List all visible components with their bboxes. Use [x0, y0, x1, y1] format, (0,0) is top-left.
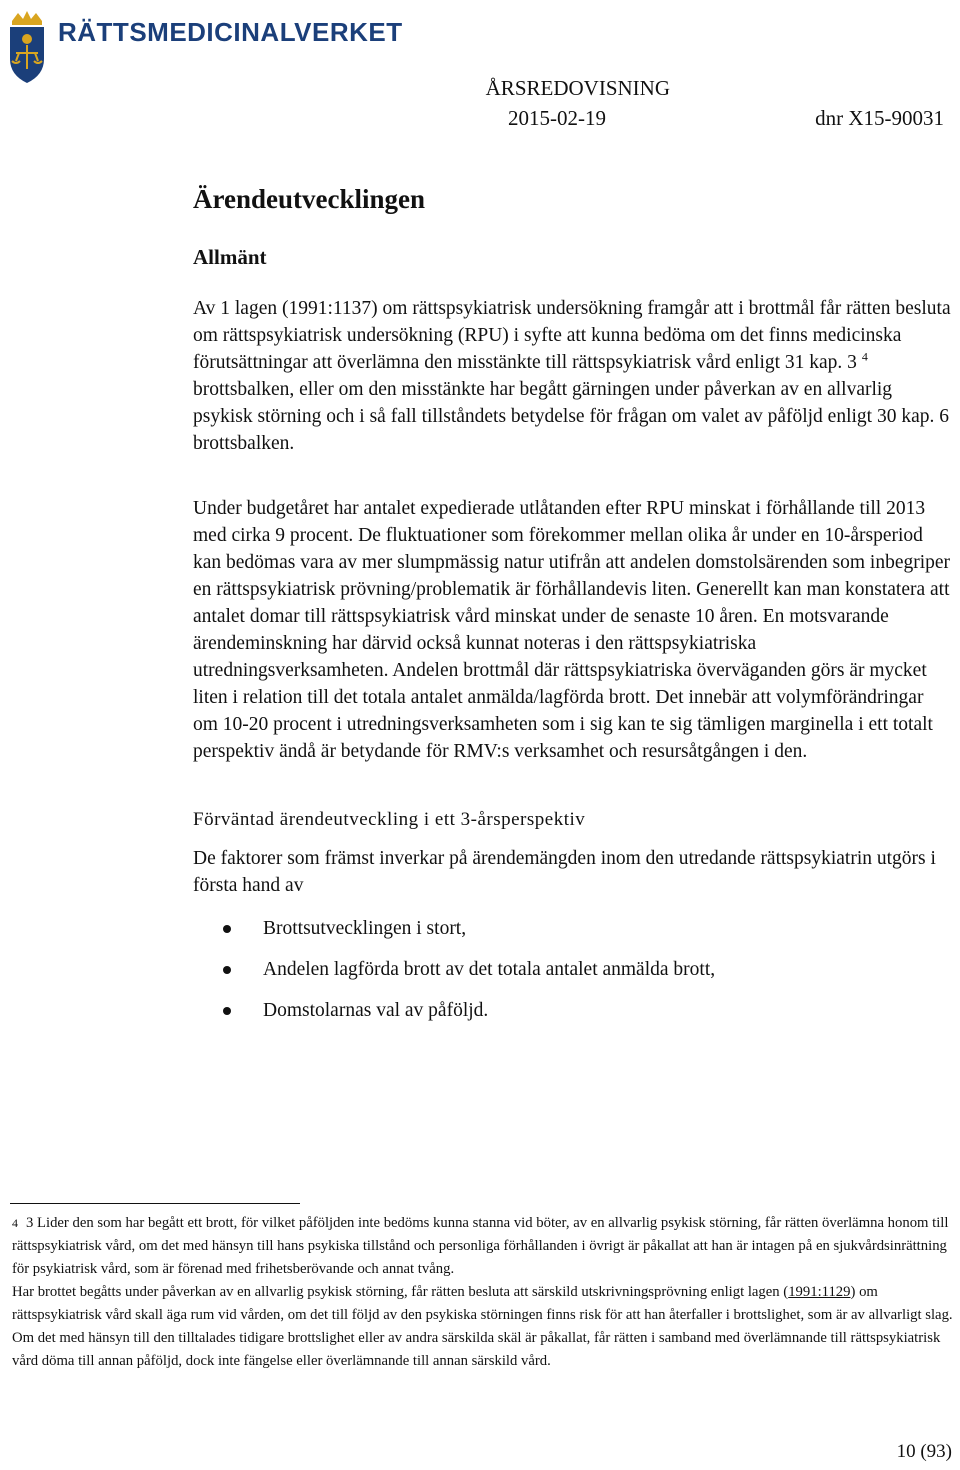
- footnote-number: 4: [12, 1216, 18, 1230]
- footnote-section: [12, 1212, 956, 1373]
- section-heading: Förväntad ärendeutveckling i ett 3-årsperspektiv: [193, 809, 586, 830]
- footnote-text: 3 Lider den som har begått ett brott, för vilket påföljden inte bedöms kunna stanna vid böter, av en allvarlig psykisk störning, får rätten överlämna honom till rättspsykiatrisk vård, om det med hänsyn till hans psykiska tillstånd och personliga förhållanden i övrigt är påkallat att han är intagen på en sjukvårdsinrättning för psykiatrisk vård, som är förenad med frihetsberövande och annat tvång.: [12, 1215, 949, 1277]
- paragraph-budget: Under budgetåret har antalet expedierade utlåtanden efter RPU minskat i förhållande till 2013 med cirka 9 procent. De fluktuationer som förekommer mellan olika år under en 10-årsperiod kan bedömas vara av mer slumpmässig natur utifrån att andelen domstolsärenden som inbegriper en rättspsykiatrisk prövning/problematik är förhållandevis liten. Generellt kan man konstatera att antalet domar till rättspsykiatrisk vård minskat under de senaste 10 åren. En motsvarande ärendeminskning har därvid också kunnat noteras i den rättspsykiatriska utredningsverksamheten. Andelen brottmål där rättspsykiatriska överväganden görs är mycket liten i relation till det totala antalet anmälda/lagförda brott. Det innebär att volymförändringar om 10-20 procent i utredningsverksamheten som i sig kan te sig tämligen marginella i ett totalt perspektiv ändå är betydande för RMV:s verksamhet och resursåtgången i den.: [193, 498, 951, 762]
- list-item: [193, 956, 953, 983]
- list-item: [193, 997, 953, 1024]
- document-date: 2015-02-19: [508, 106, 606, 130]
- footnote-text: ) om rättspsykiatrisk vård skall äga rum vid vården, om det till följd av den psykiska störningen finns risk för att han återfaller i brottslighet, som är av allvarligt slag.: [12, 1284, 953, 1323]
- list-item-text: Andelen lagförda brott av det totala antalet anmälda brott,: [263, 959, 716, 980]
- paragraph-factors: De faktorer som främst inverkar på ärendemängden inom den utredande rättspsykiatrin utgörs i första hand av: [193, 848, 936, 896]
- footnote-divider: [10, 1203, 300, 1204]
- footnote-text: Om det med hänsyn till den tilltalades tidigare brottslighet eller av andra särskilda skäl är påkallat, får rätten i samband med överlämnande till rättspsykiatrisk vård döma till annan påföljd, dock inte fängelse eller överlämnande till annan särskild vård.: [12, 1330, 941, 1369]
- law-reference-link[interactable]: 1991:1129: [788, 1284, 851, 1300]
- footnote-paragraph: [12, 1281, 956, 1327]
- list-item: [193, 915, 953, 942]
- paragraph-intro-text-a: Av 1 lagen (1991:1137) om rättspsykiatrisk undersökning framgår att i brottmål får rätten besluta om rättspsykiatrisk undersökning (RPU) i syfte att kunna bedöma om det finns medicinska förutsättningar att överlämna den misstänkte till rättspsykiatrisk vård enligt 31 kap. 3: [193, 298, 951, 373]
- list-item-text: Brottsutvecklingen i stort,: [263, 918, 467, 939]
- organization-logo: [4, 6, 403, 86]
- bullet-icon: [223, 966, 231, 974]
- bullet-icon: [223, 925, 231, 933]
- paragraph-intro-text-b: brottsbalken, eller om den misstänkte har begått gärningen under påverkan av en allvarlig psykisk störning och i så fall tillståndets betydelse för frågan om valet av påföljd enligt 30 kap. 6 brottsbalken.: [193, 379, 949, 454]
- page-title: Ärendeutvecklingen: [193, 184, 426, 214]
- footnote-reference[interactable]: 4: [861, 349, 868, 364]
- crest-icon: [4, 7, 50, 85]
- document-dnr: dnr X15-90031: [815, 106, 944, 130]
- document-header: [424, 76, 944, 131]
- logo-text: RÄTTSMEDICINALVERKET: [58, 16, 403, 47]
- paragraph-intro: [193, 295, 953, 457]
- page-number: 10 (93): [896, 1441, 952, 1462]
- footnote-paragraph: [12, 1212, 956, 1281]
- document-type: ÅRSREDOVISNING: [485, 76, 670, 100]
- footnote-text: Har brottet begåtts under påverkan av en allvarlig psykisk störning, får rätten besluta att särskild utskrivningsprövning enligt lagen (: [12, 1284, 789, 1300]
- section-subtitle: Allmänt: [193, 245, 267, 269]
- main-content: [193, 184, 953, 1038]
- list-item-text: Domstolarnas val av påföljd.: [263, 1000, 489, 1021]
- bullet-icon: [223, 1007, 231, 1015]
- bullet-list: [193, 915, 953, 1024]
- footnote-paragraph: [12, 1327, 956, 1373]
